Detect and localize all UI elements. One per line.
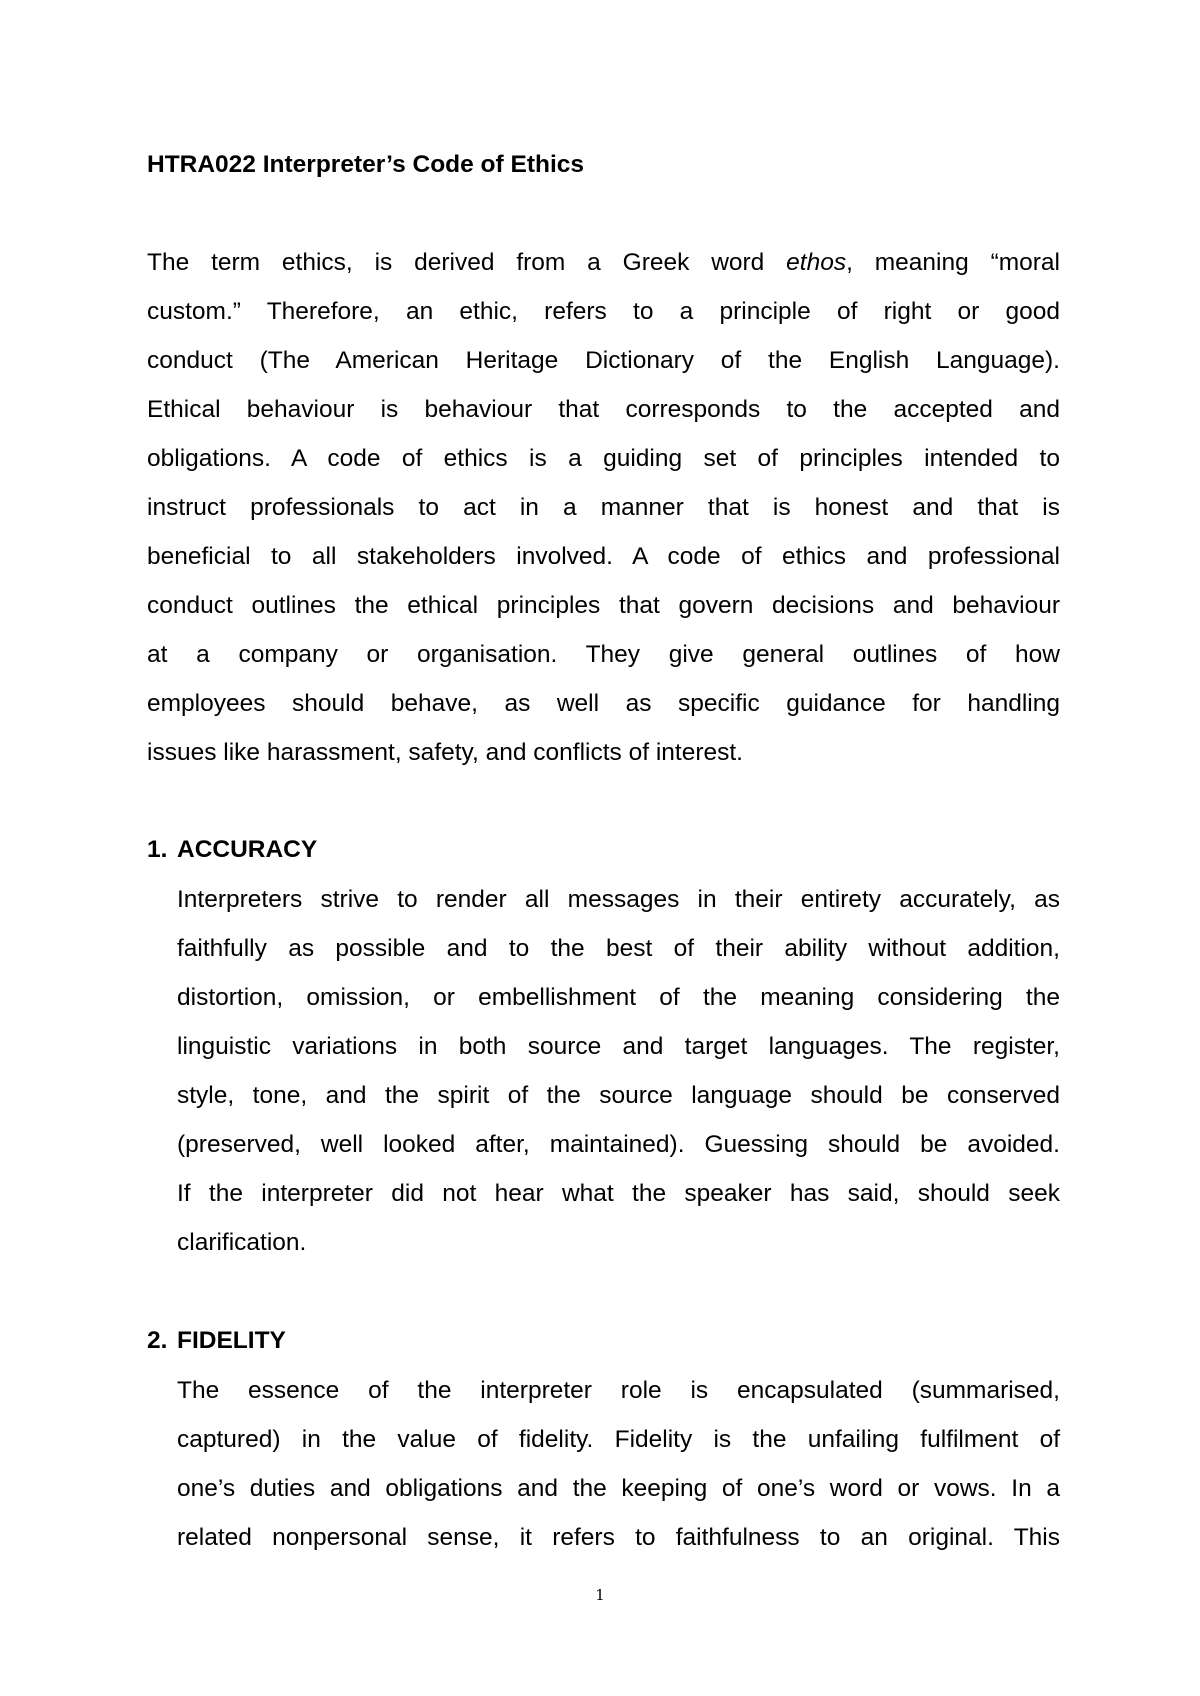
paragraph-line: employees should behave, as well as specific guidance for handling <box>147 690 1060 717</box>
section-title: ACCURACY <box>177 836 318 863</box>
paragraph-line: Interpreters strive to render all messages in their entirety accurately, as <box>177 886 1060 913</box>
paragraph-line: Ethical behaviour is behaviour that corresponds to the accepted and <box>147 396 1060 423</box>
paragraph-line: If the interpreter did not hear what the speaker has said, should seek <box>177 1180 1060 1207</box>
intro-paragraph <box>147 238 1060 777</box>
section-number: 2. <box>147 1327 168 1354</box>
paragraph-line: (preserved, well looked after, maintained). Guessing should be avoided. <box>177 1131 1060 1158</box>
paragraph-line <box>147 238 1060 287</box>
section-title: FIDELITY <box>177 1327 286 1354</box>
section-heading-accuracy <box>147 825 317 874</box>
paragraph-line: faithfully as possible and to the best of their ability without addition, <box>177 935 1060 962</box>
paragraph-line: beneficial to all stakeholders involved. A code of ethics and professional <box>147 543 1060 570</box>
paragraph-line: one’s duties and obligations and the keeping of one’s word or vows. In a <box>177 1475 1060 1502</box>
paragraph-line: captured) in the value of fidelity. Fidelity is the unfailing fulfilment of <box>177 1426 1060 1453</box>
paragraph-line: conduct (The American Heritage Dictionary of the English Language). <box>147 347 1060 374</box>
page-number: 1 <box>595 1586 605 1604</box>
text-run: , meaning “moral <box>846 249 1060 276</box>
fidelity-paragraph <box>177 1366 1060 1562</box>
paragraph-line: clarification. <box>177 1229 307 1256</box>
document-title: HTRA022 Interpreter’s Code of Ethics <box>147 151 585 178</box>
paragraph-line: linguistic variations in both source and target languages. The register, <box>177 1033 1060 1060</box>
paragraph-line: style, tone, and the spirit of the source language should be conserved <box>177 1082 1060 1109</box>
accuracy-paragraph <box>177 875 1060 1267</box>
paragraph-line: related nonpersonal sense, it refers to faithfulness to an original. This <box>177 1524 1060 1551</box>
section-heading-fidelity <box>147 1316 286 1365</box>
paragraph-line: conduct outlines the ethical principles that govern decisions and behaviour <box>147 592 1060 619</box>
paragraph-line: issues like harassment, safety, and conflicts of interest. <box>147 739 743 766</box>
paragraph-line: at a company or organisation. They give general outlines of how <box>147 641 1060 668</box>
section-number: 1. <box>147 836 168 863</box>
paragraph-line: custom.” Therefore, an ethic, refers to a principle of right or good <box>147 298 1060 325</box>
paragraph-line: The essence of the interpreter role is encapsulated (summarised, <box>177 1377 1060 1404</box>
text-run: The term ethics, is derived from a Greek word <box>147 249 787 276</box>
italic-term: ethos <box>786 249 847 276</box>
paragraph-line: obligations. A code of ethics is a guiding set of principles intended to <box>147 445 1060 472</box>
paragraph-line: distortion, omission, or embellishment of the meaning considering the <box>177 984 1060 1011</box>
paragraph-line: instruct professionals to act in a manner that is honest and that is <box>147 494 1060 521</box>
